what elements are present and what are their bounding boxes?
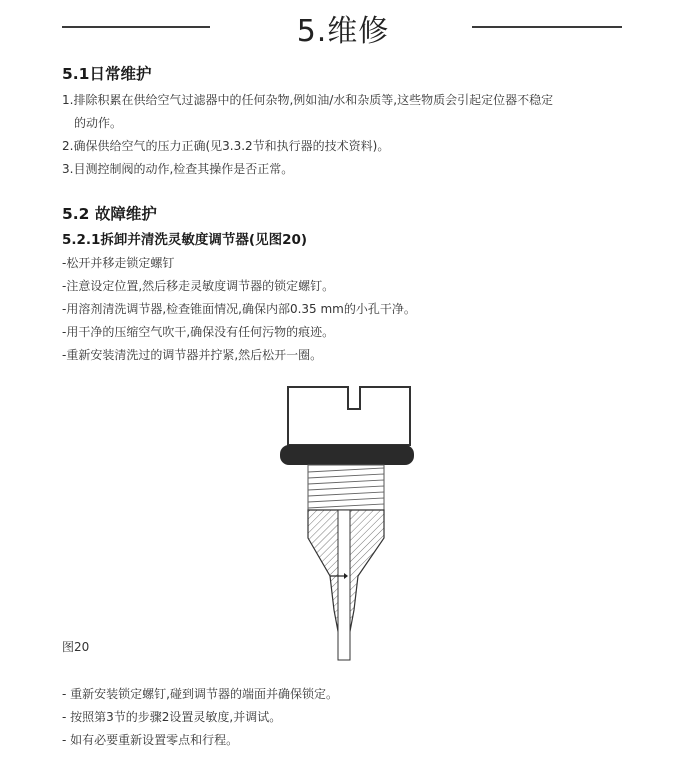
page-title: 5.维修 [296,14,390,49]
section-heading-fault: 5.2 故障维护 [62,205,157,223]
section-heading-daily: 5.1日常维护 [62,65,152,83]
list-item: - 按照第3节的步骤2设置灵敏度,并调试。 [62,710,282,724]
list-item: -重新安装清洗过的调节器并拧紧,然后松开一圈。 [62,348,323,362]
subsection-heading: 5.2.1拆卸并清洗灵敏度调节器(见图20) [62,232,308,248]
list-item: 2.确保供给空气的压力正确(见3.3.2节和执行器的技术资料)。 [62,139,390,153]
list-item: 的动作。 [74,116,123,130]
list-item: - 如有必要重新设置零点和行程。 [62,733,239,747]
list-item: - 重新安装锁定螺钉,碰到调节器的端面并确保锁定。 [62,687,338,701]
figure-caption: 图20 [62,640,90,654]
list-item: -用干净的压缩空气吹干,确保没有任何污物的痕迹。 [62,325,335,339]
list-item: 1.排除积累在供给空气过滤器中的任何杂物,例如油/水和杂质等,这些物质会引起定位器不稳定 [62,93,554,107]
list-item: -松开并移走锁定螺钉 [62,256,175,270]
list-item: 3.目测控制阀的动作,检查其操作是否正常。 [62,162,294,176]
sensitivity-adjuster-figure [270,380,420,665]
list-item: -用溶剂清洗调节器,检查锥面情况,确保内部0.35 mm的小孔干净。 [62,302,416,316]
list-item: -注意设定位置,然后移走灵敏度调节器的锁定螺钉。 [62,279,335,293]
